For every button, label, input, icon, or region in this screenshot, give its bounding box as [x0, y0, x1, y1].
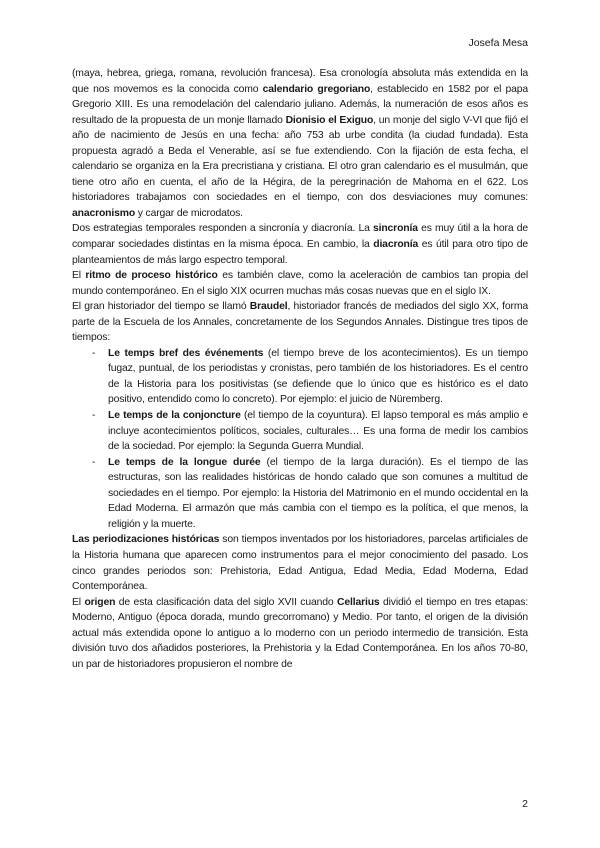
- document-body: [72, 66, 528, 672]
- term-origen: origen: [84, 596, 116, 608]
- term-cellarius: Cellarius: [336, 596, 380, 608]
- term-ritmo-proceso-historico: ritmo de proceso histórico: [85, 270, 218, 282]
- page-header-author: Josefa Mesa: [468, 37, 528, 49]
- term-periodizaciones-historicas: Las periodizaciones históricas: [72, 534, 220, 546]
- paragraph-periodizaciones: Las periodizaciones históricas son tiempos inventados por los historiadores, parcelas artificiales de la Historia humana que aparecen como instrumentos para el mejor conocimiento del pasado. Los cinco grandes periodos son: Prehistoria, Edad Antigua, Edad Media, Edad Moderna, Edad Contemporánea.: [72, 534, 528, 593]
- term-temps-longue-duree: Le temps de la longue durée: [108, 456, 261, 468]
- list-bullet: -: [92, 456, 96, 468]
- list-item-temps-longue-duree: - Le temps de la longue durée (el tiempo de la larga duración). Es el tiempo de las estructuras, son las realidades históricas de hondo calado que son comunes a multitud de sociedades en el tiempo. Por ejemplo: la Historia del Matrimonio en el mundo occidental en la Edad Moderna. El armazón que más cambia con el tiempo es la política, el que menos, la religión y la muerte.: [92, 456, 528, 530]
- paragraph-sincronia-diacronia: Dos estrategias temporales responden a sincronía y diacronía. La sincronía es muy útil a la hora de comparar sociedades distintas en la misma época. En cambio, la diacronía es útil para otro tipo de planteamientos de más largo espectro temporal.: [72, 223, 528, 266]
- list-item-temps-bref: - Le temps bref des événements (el tiempo breve de los acontecimientos). Es un tiempo fugaz, puntual, de los periodistas y cronistas, pero también de los historiadores. Es el centro de la Historia para los positivistas (se defiende que lo único que es histórico es el dato positivo, entendido como lo concreto). Por ejemplo: el juicio de Nüremberg.: [92, 347, 528, 406]
- list-bullet: -: [92, 410, 96, 422]
- paragraph-calendars: (maya, hebrea, griega, romana, revolución francesa). Esa cronología absoluta más extendida en la que nos movemos es la conocida como calendario gregoriano, establecido en 1582 por el papa Gregorio XIII. Es una remodelación del calendario juliano. Además, la numeración de esos años es resultado de la propuesta de un monje llamado Dionisio el Exiguo, un monje del siglo V-VI que fijó el año de nacimiento de Jesús en una fecha: año 753 ab urbe condita (la ciudad fundada). Esta propuesta agradó a Beda el Venerable, así se fue extendiendo. Con la fijación de esta fecha, el calendario se organiza en la Era precristiana y cristiana. El otro gran calendario es el musulmán, que tiene otro año en cuenta, el año de la Hégira, de la peregrinación de Mahoma en el 622. Los historiadores trabajamos con sociedades en el tiempo, con dos desviaciones muy comunes: anacronismo y cargar de microdatos.: [72, 68, 529, 219]
- list-tipos-de-tiempos: [72, 346, 528, 533]
- term-anacronismo: anacronismo: [72, 207, 136, 219]
- paragraph-origen: El origen de esta clasificación data del siglo XVII cuando Cellarius dividió el tiempo en tres etapas: Moderno, Antiguo (época dorada, mundo grecorromano) y Medio. Por tanto, el origen de la división actual más extendida opone lo antiguo a lo moderno con un periodo intermedio de transición. Esta división tuvo dos añadidos posteriores, la Prehistoria y la Edad Contemporánea. En los años 70-80, un par de historiadores propusieron el nombre de: [72, 596, 528, 670]
- term-diacronia: diacronía: [373, 239, 419, 251]
- paragraph-braudel: El gran historiador del tiempo se llamó Braudel, historiador francés de mediados del siglo XX, forma parte de la Escuela de los Annales, concretamente de los Segundos Annales. Distingue tres tipos de tiempos:: [72, 301, 528, 344]
- term-temps-bref: Le temps bref des événements: [108, 347, 264, 359]
- term-braudel: Braudel: [249, 301, 288, 313]
- term-temps-conjoncture: Le temps de la conjoncture: [108, 410, 241, 422]
- term-dionisio-el-exiguo: Dionisio el Exiguo: [285, 114, 374, 126]
- term-sincronia: sincronía: [372, 223, 418, 235]
- paragraph-ritmo: El ritmo de proceso histórico es también clave, como la aceleración de cambios tan propia del mundo contemporáneo. En el siglo XIX ocurren muchas más cosas nuevas que en el siglo IX.: [72, 270, 528, 297]
- list-bullet: -: [92, 347, 96, 359]
- page-number: 2: [522, 798, 528, 810]
- term-calendario-gregoriano: calendario gregoriano: [262, 83, 371, 95]
- list-item-temps-conjoncture: - Le temps de la conjoncture (el tiempo de la coyuntura). El lapso temporal es más amplio e incluye acontecimientos políticos, sociales, culturales… Es una forma de medir los cambios de la sociedad. Por ejemplo: la Segunda Guerra Mundial.: [92, 410, 528, 453]
